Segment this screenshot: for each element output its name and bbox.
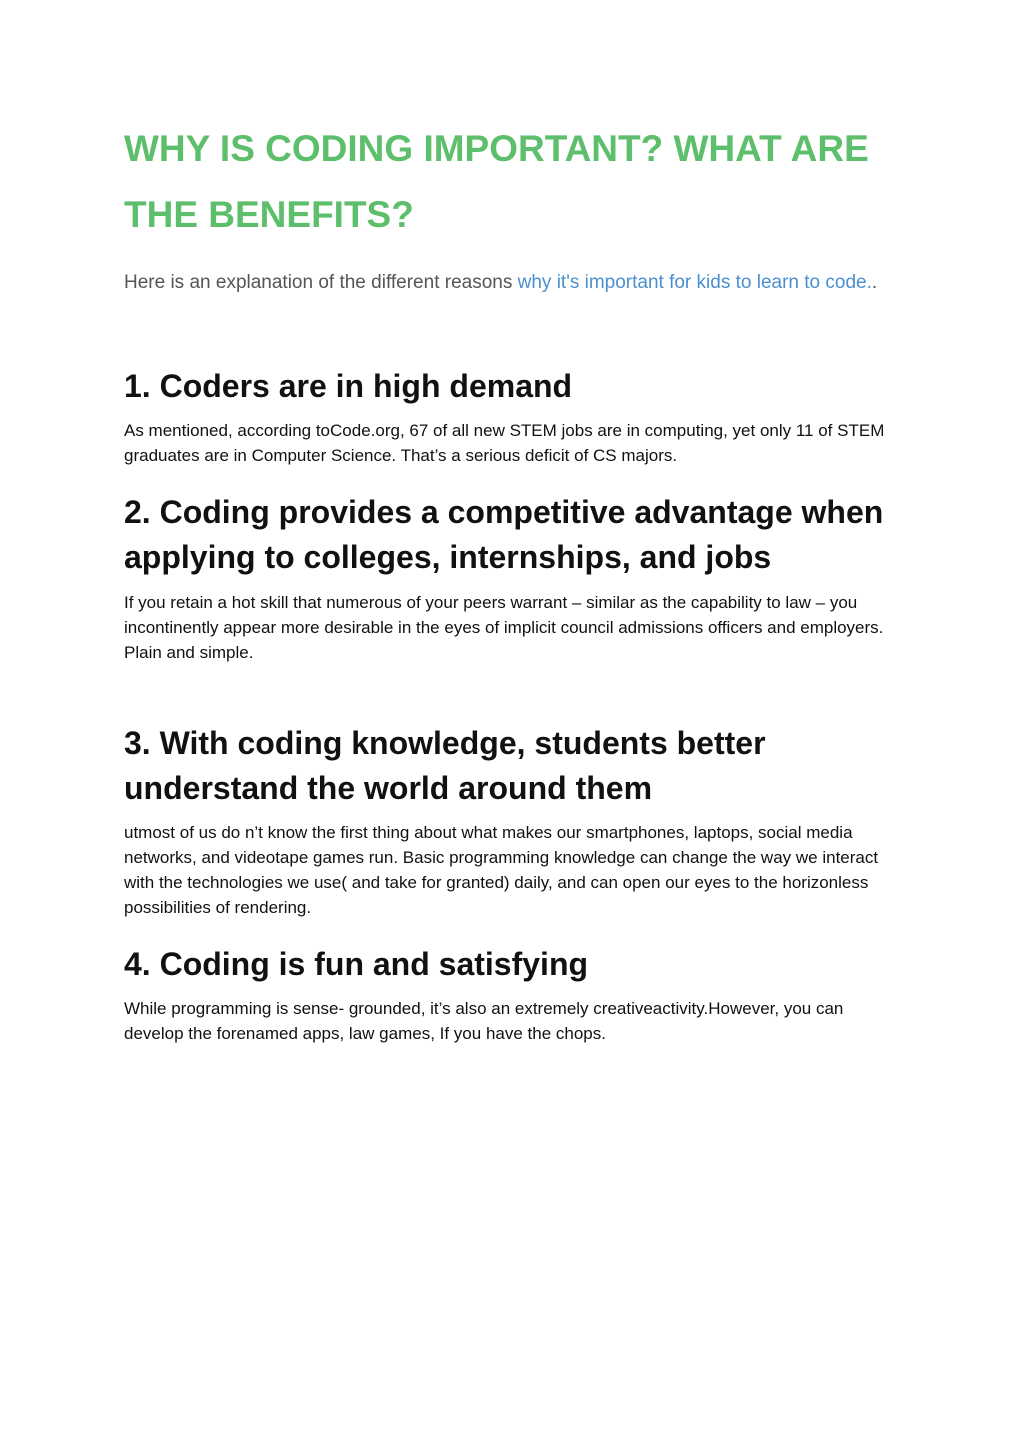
section-body-4: While programming is sense- grounded, it’s also an extremely creativeactivity.However, you can develop the forenamed apps, law games, If you have the chops. [124,999,844,1043]
intro-link[interactable]: why it's important for kids to learn to code. [517,272,872,293]
section-heading-3: 3. With coding knowledge, students better understand the world around them [124,725,766,806]
intro-paragraph [124,264,904,302]
section-body-1: As mentioned, according toCode.org, 67 of all new STEM jobs are in computing, yet only 11 of STEM graduates are in Computer Science. That’s a serious deficit of CS majors. [124,421,885,465]
section-body-3: utmost of us do n’t know the first thing about what makes our smartphones, laptops, social media networks, and videotape games run. Basic programming knowledge can change the way we interact with the technologies we use( and take for granted) daily, and can open our eyes to the horizonless possibilities of rendering. [124,823,879,917]
section-body-2: If you retain a hot skill that numerous of your peers warrant – similar as the capability to law – you incontinently appear more desirable in the eyes of implicit council admissions officers and employers. Plain and simple. [124,593,884,662]
section-heading-2: 2. Coding provides a competitive advantage when applying to colleges, internships, and jobs [124,494,884,575]
page-title: WHY IS CODING IMPORTANT? WHAT ARE THE BENEFITS? [124,128,869,235]
intro-text: Here is an explanation of the different reasons [124,272,518,293]
intro-trailing: . [871,272,878,293]
section-heading-4: 4. Coding is fun and satisfying [124,946,589,982]
section-heading-1: 1. Coders are in high demand [124,368,573,404]
